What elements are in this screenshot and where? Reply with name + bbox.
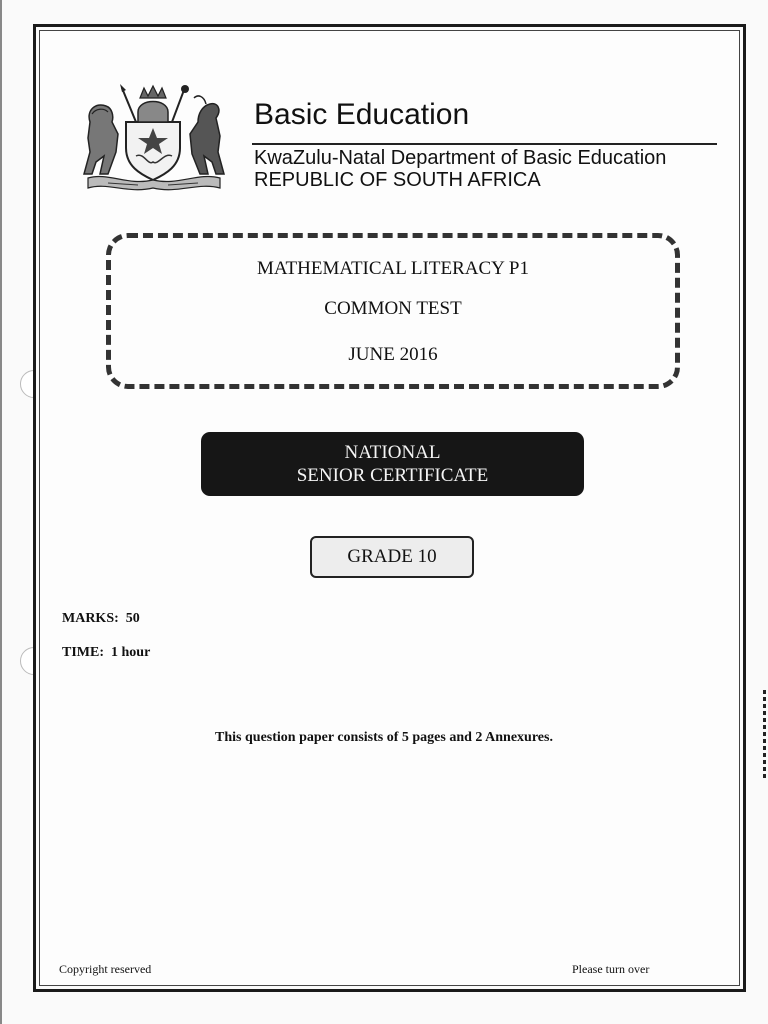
brand-title: Basic Education (254, 98, 470, 131)
country-name: REPUBLIC OF SOUTH AFRICA (254, 169, 541, 191)
coat-of-arms-icon (78, 82, 228, 194)
test-type: COMMON TEST (324, 298, 462, 319)
turn-over-notice: Please turn over (572, 962, 650, 976)
certificate-line-1: NATIONAL (344, 442, 441, 463)
certificate-banner (201, 432, 584, 496)
department-name: KwaZulu-Natal Department of Basic Education (254, 147, 667, 169)
copyright-notice: Copyright reserved (59, 962, 152, 976)
subject-box (106, 233, 680, 389)
grade-badge: GRADE 10 (310, 536, 474, 578)
marks-label: MARKS: 50 (62, 611, 140, 626)
test-date: JUNE 2016 (348, 344, 438, 365)
scan-edge-line (0, 0, 2, 1024)
time-label: TIME: 1 hour (62, 645, 151, 660)
subject-title: MATHEMATICAL LITERACY P1 (257, 258, 529, 279)
certificate-line-2: SENIOR CERTIFICATE (296, 465, 489, 486)
brand-divider (252, 143, 717, 145)
paper-contents-note: This question paper consists of 5 pages and 2 Annexures. (215, 730, 553, 745)
